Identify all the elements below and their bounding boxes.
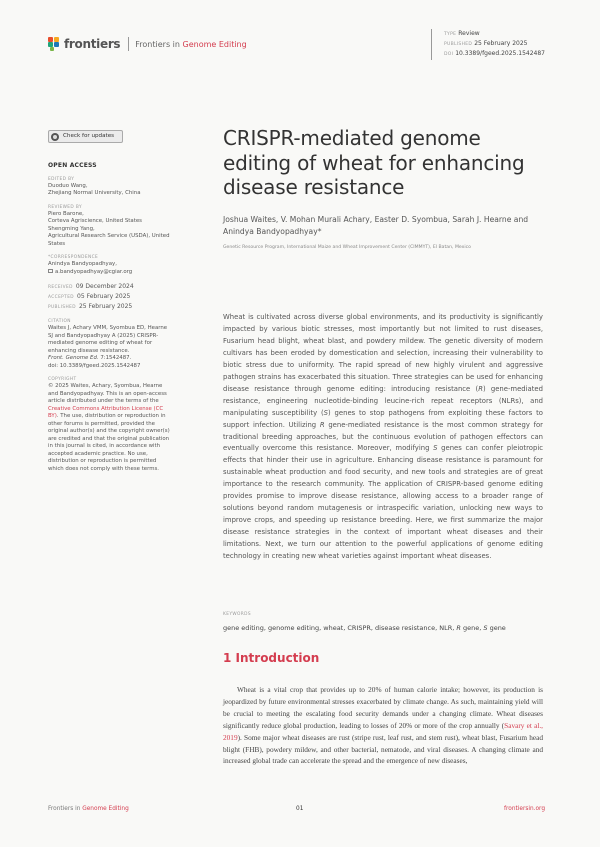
frontiers-logo-icon	[48, 37, 60, 51]
published-value: 25 February 2025	[474, 40, 528, 47]
citation-doi[interactable]: doi: 10.3389/fgeed.2025.1542487	[48, 362, 141, 369]
received-label: RECEIVED	[48, 285, 73, 290]
page-number: 01	[296, 806, 304, 812]
abstract-text: genes can confer pleiotropic effects that hinder their use in agriculture. Enhancing disease resistance is paramount for sustainable wheat production and food security, and new tools and strategies are of great importance to the research community. The application of CRISPR-based genome editing provides promise to improve disease resistance, allowing access to a broader range of solutions beyond random mutagenesis or intraspecific variation, unlocking new ways to improve crops, and speeding up resistance breeding. Here, we first summarize the major disease resistance strategies in the context of important wheat diseases and their limitations. Next, we turn our attention to the powerful applications of genome editing technology in creating new wheat varieties against important wheat diseases.	[223, 444, 543, 561]
correspondence-email[interactable]: a.bandyopadhyay@cgiar.org	[55, 268, 133, 275]
published-label: PUBLISHED	[48, 305, 76, 310]
keywords-text: gene,	[460, 624, 484, 632]
paragraph	[223, 684, 543, 767]
edited-by-label: EDITED BY	[48, 176, 75, 182]
copyright-post: . The use, distribution or reproduction in other forums is permitted, provided the original author(s) and the copyright owner(s) are credited and that the original publication in this journal is cited, in accordance with accepted academic practice. No use, distribution or reproduction is permitted which does not comply with these terms.	[48, 413, 170, 472]
published-date: 25 February 2025	[78, 303, 133, 310]
abstract-italic: R	[478, 384, 483, 393]
editor-affiliation: Zhejiang Normal University, China	[48, 190, 141, 196]
type-value: Review	[458, 30, 480, 37]
editor-name: Duoduo Wang,	[48, 182, 88, 189]
correspondence-name: Anindya Bandyopadhyay,	[48, 261, 117, 267]
journal-title: Genome Editing	[182, 39, 247, 49]
open-access-label: OPEN ACCESS	[48, 162, 97, 169]
reviewer-affiliation: Corteva Agriscience, United States	[48, 218, 142, 224]
reviewer-name: Shengming Yang,	[48, 225, 95, 232]
keywords	[223, 624, 506, 632]
logo-wordmark: frontiers	[64, 37, 121, 51]
keywords-text: gene	[487, 624, 506, 632]
abstract-italic: S	[433, 444, 438, 453]
type-label: TYPE	[444, 32, 457, 37]
keywords-italic: S	[483, 624, 488, 632]
footer-journal-prefix: Frontiers in	[48, 806, 83, 812]
correspondence-email-row[interactable]	[48, 269, 173, 277]
check-for-updates-button[interactable]	[48, 130, 123, 143]
abstract-italic: R	[319, 420, 325, 429]
correspondence-label: *CORRESPONDENCE	[48, 255, 99, 260]
abstract-text: ) genes to stop pathogens from exploiting these factors to support infection. Utilizing	[223, 408, 543, 429]
section-heading-introduction: 1 Introduction	[223, 651, 320, 665]
mail-icon	[48, 269, 53, 273]
sidebar	[48, 130, 173, 473]
intro-text: Wheat is a vital crop that provides up to 20% of human calorie intake; however, its production is jeopardized by future environmental stresses exacerbated by climate change. As such, maintaining yield will be crucial to meeting the escalating food security demands under a changing climate. Wheat diseases significantly reduce global production, leading to losses of 20% or more of the crop annually (	[223, 685, 543, 730]
received-date: 09 December 2024	[75, 283, 134, 290]
intro-text: ). Some major wheat diseases are rust (stripe rust, leaf rust, and stem rust), wheat blast, Fusarium head blight (FHB), powdery mildew, and other bacterial, nematode, and viral diseases. A changing climate and increased global trade can accelerate the spread and the emergence of new diseases,	[223, 732, 543, 766]
reviewed-by-label: REVIEWED BY	[48, 204, 82, 210]
copyright-text	[48, 383, 173, 473]
citation-volume: 7:1542487.	[98, 355, 132, 361]
footer-journal[interactable]	[48, 806, 129, 812]
accepted-label: ACCEPTED	[48, 295, 75, 300]
citation-label: CITATION	[48, 319, 71, 324]
article-dates	[48, 282, 173, 312]
copyright-pre: © 2025 Waites, Achary, Syombua, Hearne and Bandyopadhyay. This is an open-access article distributed under the terms of the	[48, 383, 167, 404]
keywords-text: gene editing, genome editing, wheat, CRISPR, disease resistance, NLR,	[223, 624, 457, 632]
logo-divider	[128, 37, 129, 51]
frontiers-site-link[interactable]: frontiersin.org	[504, 806, 546, 812]
keywords-italic: R	[456, 624, 461, 632]
accepted-date: 05 February 2025	[77, 293, 131, 300]
doi-value[interactable]: 10.3389/fgeed.2025.1542487	[455, 50, 545, 57]
published-label: PUBLISHED	[444, 42, 473, 47]
citation-journal: Front. Genome Ed.	[48, 355, 99, 361]
citation-link[interactable]: Savary et al., 2019	[223, 720, 543, 742]
footer-journal-name: Genome Editing	[82, 806, 129, 812]
abstract-text: gene-mediated resistance is the most common strategy for traditional breeding approaches, but the continuous evolution of pathogen effectors can eventually overcome this resistance. Moreover, modifying	[223, 420, 543, 453]
article-title: CRISPR-mediated genome editing of wheat for enhancing disease resistance	[223, 126, 525, 199]
abstract	[223, 312, 543, 563]
abstract-text: Wheat is cultivated across diverse global environments, and its productivity is significantly impacted by various biotic stresses, most importantly but not limited to rust diseases, Fusarium head blight, wheat blast, and powdery mildew. The genetic diversity of modern cultivars has been eroded by domestication and selection, increasing their vulnerability to biotic stress due to uniformity. The rapid spread of new highly virulent and aggressive pathogen strains has exacerbated this situation. Three strategies can be used for enhancing disease resistance through genome editing: introducing resistance (	[223, 313, 543, 393]
reviewer-affiliation: Agricultural Research Service (USDA), United States	[48, 233, 170, 247]
article-header	[223, 126, 553, 251]
page-header	[0, 0, 600, 80]
author-affiliation: Genetic Resource Program, International Maize and Wheat Improvement Center (CIMMYT), El Batan, Mexico	[223, 244, 471, 250]
check-updates-label: Check for updates	[63, 132, 115, 139]
journal-prefix: Frontiers in	[135, 39, 183, 49]
introduction-body	[223, 684, 543, 767]
article-authors: Joshua Waites, V. Mohan Murali Achary, Easter D. Syombua, Sarah J. Hearne and Anindya Bandyopadhyay*	[223, 214, 529, 236]
abstract-text: ) gene-mediated resistance, engineering nucleotide-binding leucine-rich repeat receptors (NLRs), and manipulating susceptibility (	[223, 384, 543, 417]
citation-text: Waites J, Achary VMM, Syombua ED, Hearne SJ and Bandyopadhyay A (2025) CRISPR-mediated genome editing of wheat for enhancing disease resistance.	[48, 325, 168, 354]
journal-name[interactable]	[135, 40, 246, 49]
doi-label: DOI	[444, 52, 454, 57]
abstract-italic: S	[323, 408, 329, 417]
article-meta	[431, 29, 545, 60]
reviewer-name: Piero Barone,	[48, 210, 84, 217]
copyright-label: COPYRIGHT	[48, 377, 77, 382]
cc-by-license-link[interactable]: Creative Commons Attribution License (CC BY)	[48, 405, 164, 419]
update-icon	[51, 133, 59, 141]
keywords-label: KEYWORDS	[223, 612, 252, 617]
frontiers-logo[interactable]	[48, 37, 247, 51]
citation-journal-line	[48, 355, 173, 363]
